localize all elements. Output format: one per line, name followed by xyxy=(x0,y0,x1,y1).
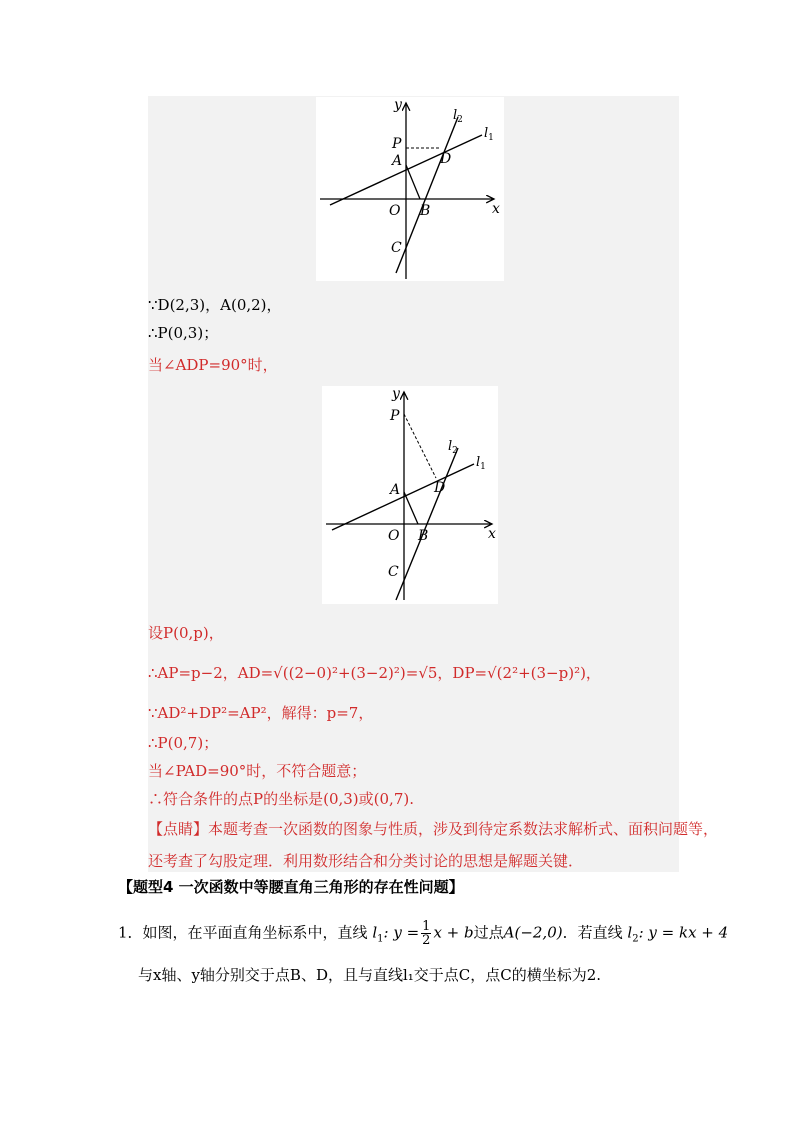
problem-text-c: ．若直线 xyxy=(562,923,623,942)
solution-line-5: ∴AP=p−2，AD=√((2−0)²+(3−2)²)=√5，DP=√(2²+(3−p)²)， xyxy=(148,664,601,682)
label-x: x xyxy=(488,526,496,542)
problem-line-2: 与x轴、y轴分别交于点B、D，且与直线l₁交于点C，点C的横坐标为2. xyxy=(138,966,602,984)
l1-name: l xyxy=(372,923,378,942)
dashed-PD xyxy=(404,414,436,478)
label-l2: $l_2$ xyxy=(453,108,463,125)
comment-line-2: 还考查了勾股定理．利用数形结合和分类讨论的思想是解题关键． xyxy=(148,852,584,870)
l2-eq: : y = kx + 4 xyxy=(638,923,729,942)
point-A: A(−2,0) xyxy=(503,923,563,942)
label-x: x xyxy=(492,201,500,217)
solution-line-7: ∴P(0,7)； xyxy=(148,734,219,752)
problem-text-b: 过点 xyxy=(473,923,504,942)
label-y: y xyxy=(394,97,402,113)
line-l1 xyxy=(332,464,474,530)
solution-line-8: 当∠PAD=90°时，不符合题意； xyxy=(148,762,367,780)
label-A: A xyxy=(390,482,401,498)
l1-sub: 1 xyxy=(377,933,384,945)
problem-text-a: 如图，在平面直角坐标系中，直线 xyxy=(142,923,368,942)
solution-line-6: ∵AD²+DP²=AP²，解得：p=7， xyxy=(148,704,374,722)
fraction-numerator: 1 xyxy=(422,919,431,934)
label-D: D xyxy=(440,151,452,167)
solution-line-9: ∴符合条件的点P的坐标是(0,3)或(0,7). xyxy=(148,790,414,808)
l2-name: l xyxy=(627,923,633,942)
line-l2 xyxy=(396,117,458,273)
figure-2 xyxy=(322,386,498,604)
solution-line-2: ∴P(0,3)； xyxy=(148,324,219,342)
comment-line-1: 【点睛】本题考查一次函数的图象与性质，涉及到待定系数法求解析式、面积问题等， xyxy=(148,820,719,838)
label-P: P xyxy=(390,408,400,424)
fraction-denominator: 2 xyxy=(422,933,431,948)
segment-AB xyxy=(404,492,418,524)
l1-eq-suffix: x + b xyxy=(433,923,474,942)
problem-number: 1． xyxy=(118,923,143,942)
section-heading: 【题型4 一次函数中等腰直角三角形的存在性问题】 xyxy=(118,878,464,896)
segment-AB xyxy=(406,165,420,199)
label-P: P xyxy=(392,136,402,152)
label-D: D xyxy=(434,480,446,496)
problem-line-1 xyxy=(118,920,728,951)
label-l1: $l_1$ xyxy=(476,455,486,472)
figure-2-graph xyxy=(322,386,498,604)
label-l2: $l_2$ xyxy=(448,439,458,456)
figure-1-graph xyxy=(316,97,504,281)
label-C: C xyxy=(388,564,399,580)
label-y: y xyxy=(392,386,400,402)
label-l1: $l_1$ xyxy=(484,126,494,143)
l2-sub: 2 xyxy=(632,933,639,945)
solution-line-4: 设P(0,p)， xyxy=(148,624,224,642)
label-A: A xyxy=(392,153,403,169)
label-B: B xyxy=(420,203,431,219)
label-O: O xyxy=(389,203,401,219)
label-C: C xyxy=(391,240,402,256)
label-B: B xyxy=(418,528,429,544)
solution-line-1: ∵D(2,3)，A(0,2)， xyxy=(148,296,282,314)
l1-eq-prefix: : y = xyxy=(383,923,420,942)
figure-1 xyxy=(316,97,504,281)
solution-line-3: 当∠ADP=90°时， xyxy=(148,356,278,374)
label-O: O xyxy=(388,528,400,544)
fraction-one-half xyxy=(421,920,431,947)
